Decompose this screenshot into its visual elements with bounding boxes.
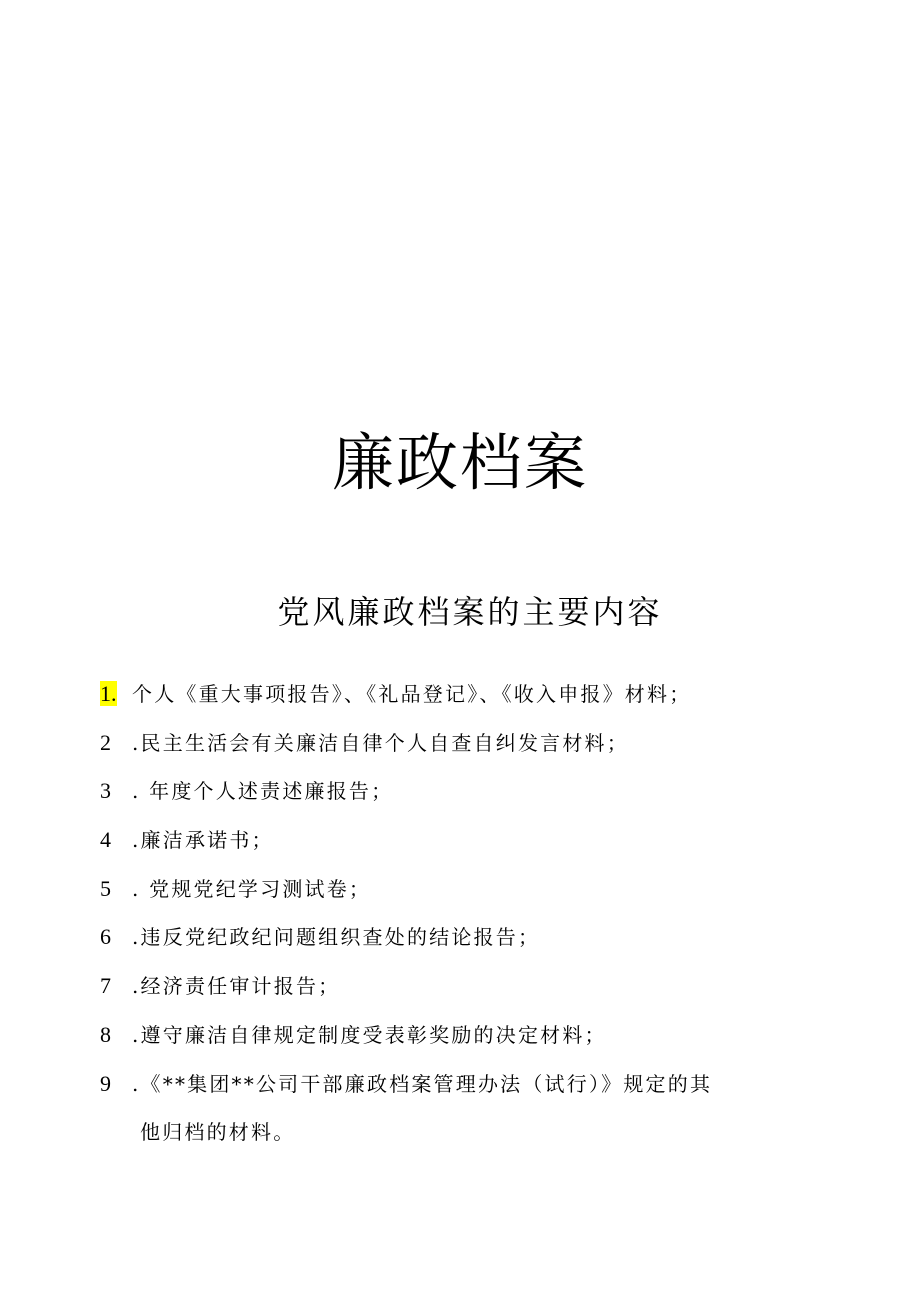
list-item-6 xyxy=(100,923,800,972)
list-item-number: 3 xyxy=(100,778,111,804)
list-item-continuation: 他归档的材料。 xyxy=(140,1119,296,1144)
document-title: 廉政档案 xyxy=(331,425,588,499)
contents-list xyxy=(100,680,800,1146)
list-item-text: .民主生活会有关廉洁自律个人自查自纠发言材料； xyxy=(132,730,629,755)
list-item-text: .廉洁承诺书； xyxy=(132,828,274,853)
list-item-8 xyxy=(100,1021,800,1070)
list-item-text: .《**集团**公司干部廉政档案管理办法（试行）》规定的其 xyxy=(132,1071,713,1096)
list-item-text: 个人《重大事项报告》、《礼品登记》、《收入申报》材料； xyxy=(132,682,692,706)
list-item-text: . 党规党纪学习测试卷； xyxy=(132,876,372,901)
list-item-4 xyxy=(100,826,800,875)
highlighted-number: 1. xyxy=(100,681,117,706)
document-subtitle: 党风廉政档案的主要内容 xyxy=(277,592,663,631)
list-item-text: .违反党纪政纪问题组织查处的结论报告； xyxy=(132,925,541,950)
list-item-2 xyxy=(100,729,800,778)
list-item-number: 5 xyxy=(100,875,111,901)
list-item-3 xyxy=(100,777,800,826)
list-item-text-block xyxy=(132,1070,732,1146)
list-item-text: .经济责任审计报告； xyxy=(132,974,341,999)
list-item-number xyxy=(100,680,132,708)
list-item-number: 9 xyxy=(100,1070,111,1096)
list-item-1 xyxy=(100,680,800,729)
list-item-9 xyxy=(100,1070,800,1146)
list-item-number: 4 xyxy=(100,827,111,853)
list-item-number: 7 xyxy=(100,973,111,999)
list-item-5 xyxy=(100,875,800,924)
list-item-number: 2 xyxy=(100,729,111,755)
list-item-7 xyxy=(100,972,800,1021)
list-item-number: 6 xyxy=(100,924,111,950)
list-item-text: . 年度个人述责述廉报告； xyxy=(132,779,394,804)
list-item-text: .遵守廉洁自律规定制度受表彰奖励的决定材料； xyxy=(132,1022,607,1047)
list-item-number: 8 xyxy=(100,1021,111,1047)
